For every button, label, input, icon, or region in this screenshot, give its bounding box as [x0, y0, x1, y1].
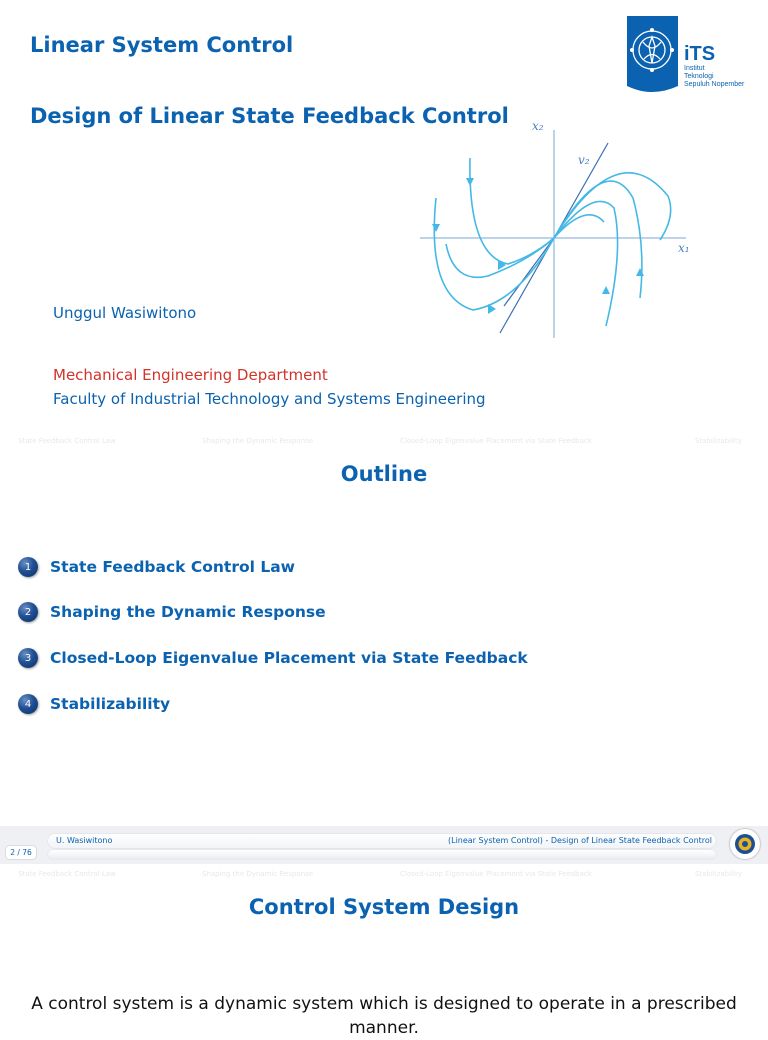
outline-item[interactable] — [18, 555, 295, 579]
nav-section-3[interactable]: Closed-Loop Eigenvalue Placement via State Feedback — [400, 437, 592, 445]
outline-title: Outline — [340, 462, 428, 486]
outline-item[interactable] — [18, 692, 170, 716]
arrowhead — [432, 224, 440, 232]
nav-section-1[interactable]: State Feedback Control Law — [18, 437, 116, 445]
section-navbar — [0, 437, 768, 449]
control-design-body: A control system is a dynamic system which is designed to operate in a prescribed manner. — [31, 994, 737, 1038]
slide-progress-bar[interactable] — [48, 850, 716, 859]
bullet-number: 3 — [18, 648, 38, 668]
nav-section-4[interactable]: Stabilizability — [695, 870, 742, 878]
nav-section-4[interactable]: Stabilizability — [695, 437, 742, 445]
outline-item-label: Stabilizability — [50, 695, 171, 713]
department-name: Mechanical Engineering Department — [53, 366, 328, 384]
arrowhead — [488, 304, 496, 314]
v2-label: v₂ — [578, 153, 590, 167]
its-logo-line2: Teknologi — [684, 73, 714, 80]
lecture-title: Design of Linear State Feedback Control — [30, 104, 509, 128]
course-title: Linear System Control — [30, 33, 294, 57]
eigenvector-line — [504, 238, 554, 306]
footer-title: (Linear System Control) - Design of Linear State Feedback Control — [447, 836, 712, 845]
control-design-title: Control System Design — [248, 895, 520, 919]
outline-item-label: Shaping the Dynamic Response — [50, 603, 326, 621]
x1-axis-label: x₁ — [678, 241, 690, 255]
bullet-number: 4 — [18, 694, 38, 714]
nav-section-2[interactable]: Shaping the Dynamic Response — [202, 870, 314, 878]
page-number: 2 / 76 — [6, 846, 36, 859]
its-emblem-icon — [730, 829, 760, 859]
outline-item-label: State Feedback Control Law — [50, 558, 296, 576]
trajectory — [434, 198, 554, 310]
arrowhead — [466, 178, 474, 186]
its-logo-line1: Institut — [684, 65, 705, 72]
author-name: Unggul Wasiwitono — [53, 304, 197, 322]
outline-item[interactable] — [18, 600, 326, 624]
footer-bar — [48, 834, 716, 848]
nav-section-1[interactable]: State Feedback Control Law — [18, 870, 116, 878]
x2-axis-label: x₂ — [532, 119, 544, 133]
trajectory — [554, 181, 642, 298]
footer-author: U. Wasiwitono — [56, 836, 113, 845]
its-logo — [626, 16, 758, 94]
faculty-name: Faculty of Industrial Technology and Systems Engineering — [53, 390, 486, 408]
nav-section-3[interactable]: Closed-Loop Eigenvalue Placement via State Feedback — [400, 870, 592, 878]
nav-section-2[interactable]: Shaping the Dynamic Response — [202, 437, 314, 445]
outline-item-label: Closed-Loop Eigenvalue Placement via State Feedback — [50, 649, 528, 667]
trajectory — [446, 238, 554, 277]
bullet-number: 2 — [18, 602, 38, 622]
arrowhead — [636, 268, 644, 276]
outline-item[interactable] — [18, 646, 528, 670]
its-logo-line3: Sepuluh Nopember — [684, 81, 745, 88]
its-logo-acronym: iTS — [684, 43, 716, 65]
section-navbar — [0, 870, 768, 882]
phase-portrait-diagram — [418, 116, 702, 340]
bullet-number: 1 — [18, 557, 38, 577]
arrowhead — [602, 286, 610, 294]
